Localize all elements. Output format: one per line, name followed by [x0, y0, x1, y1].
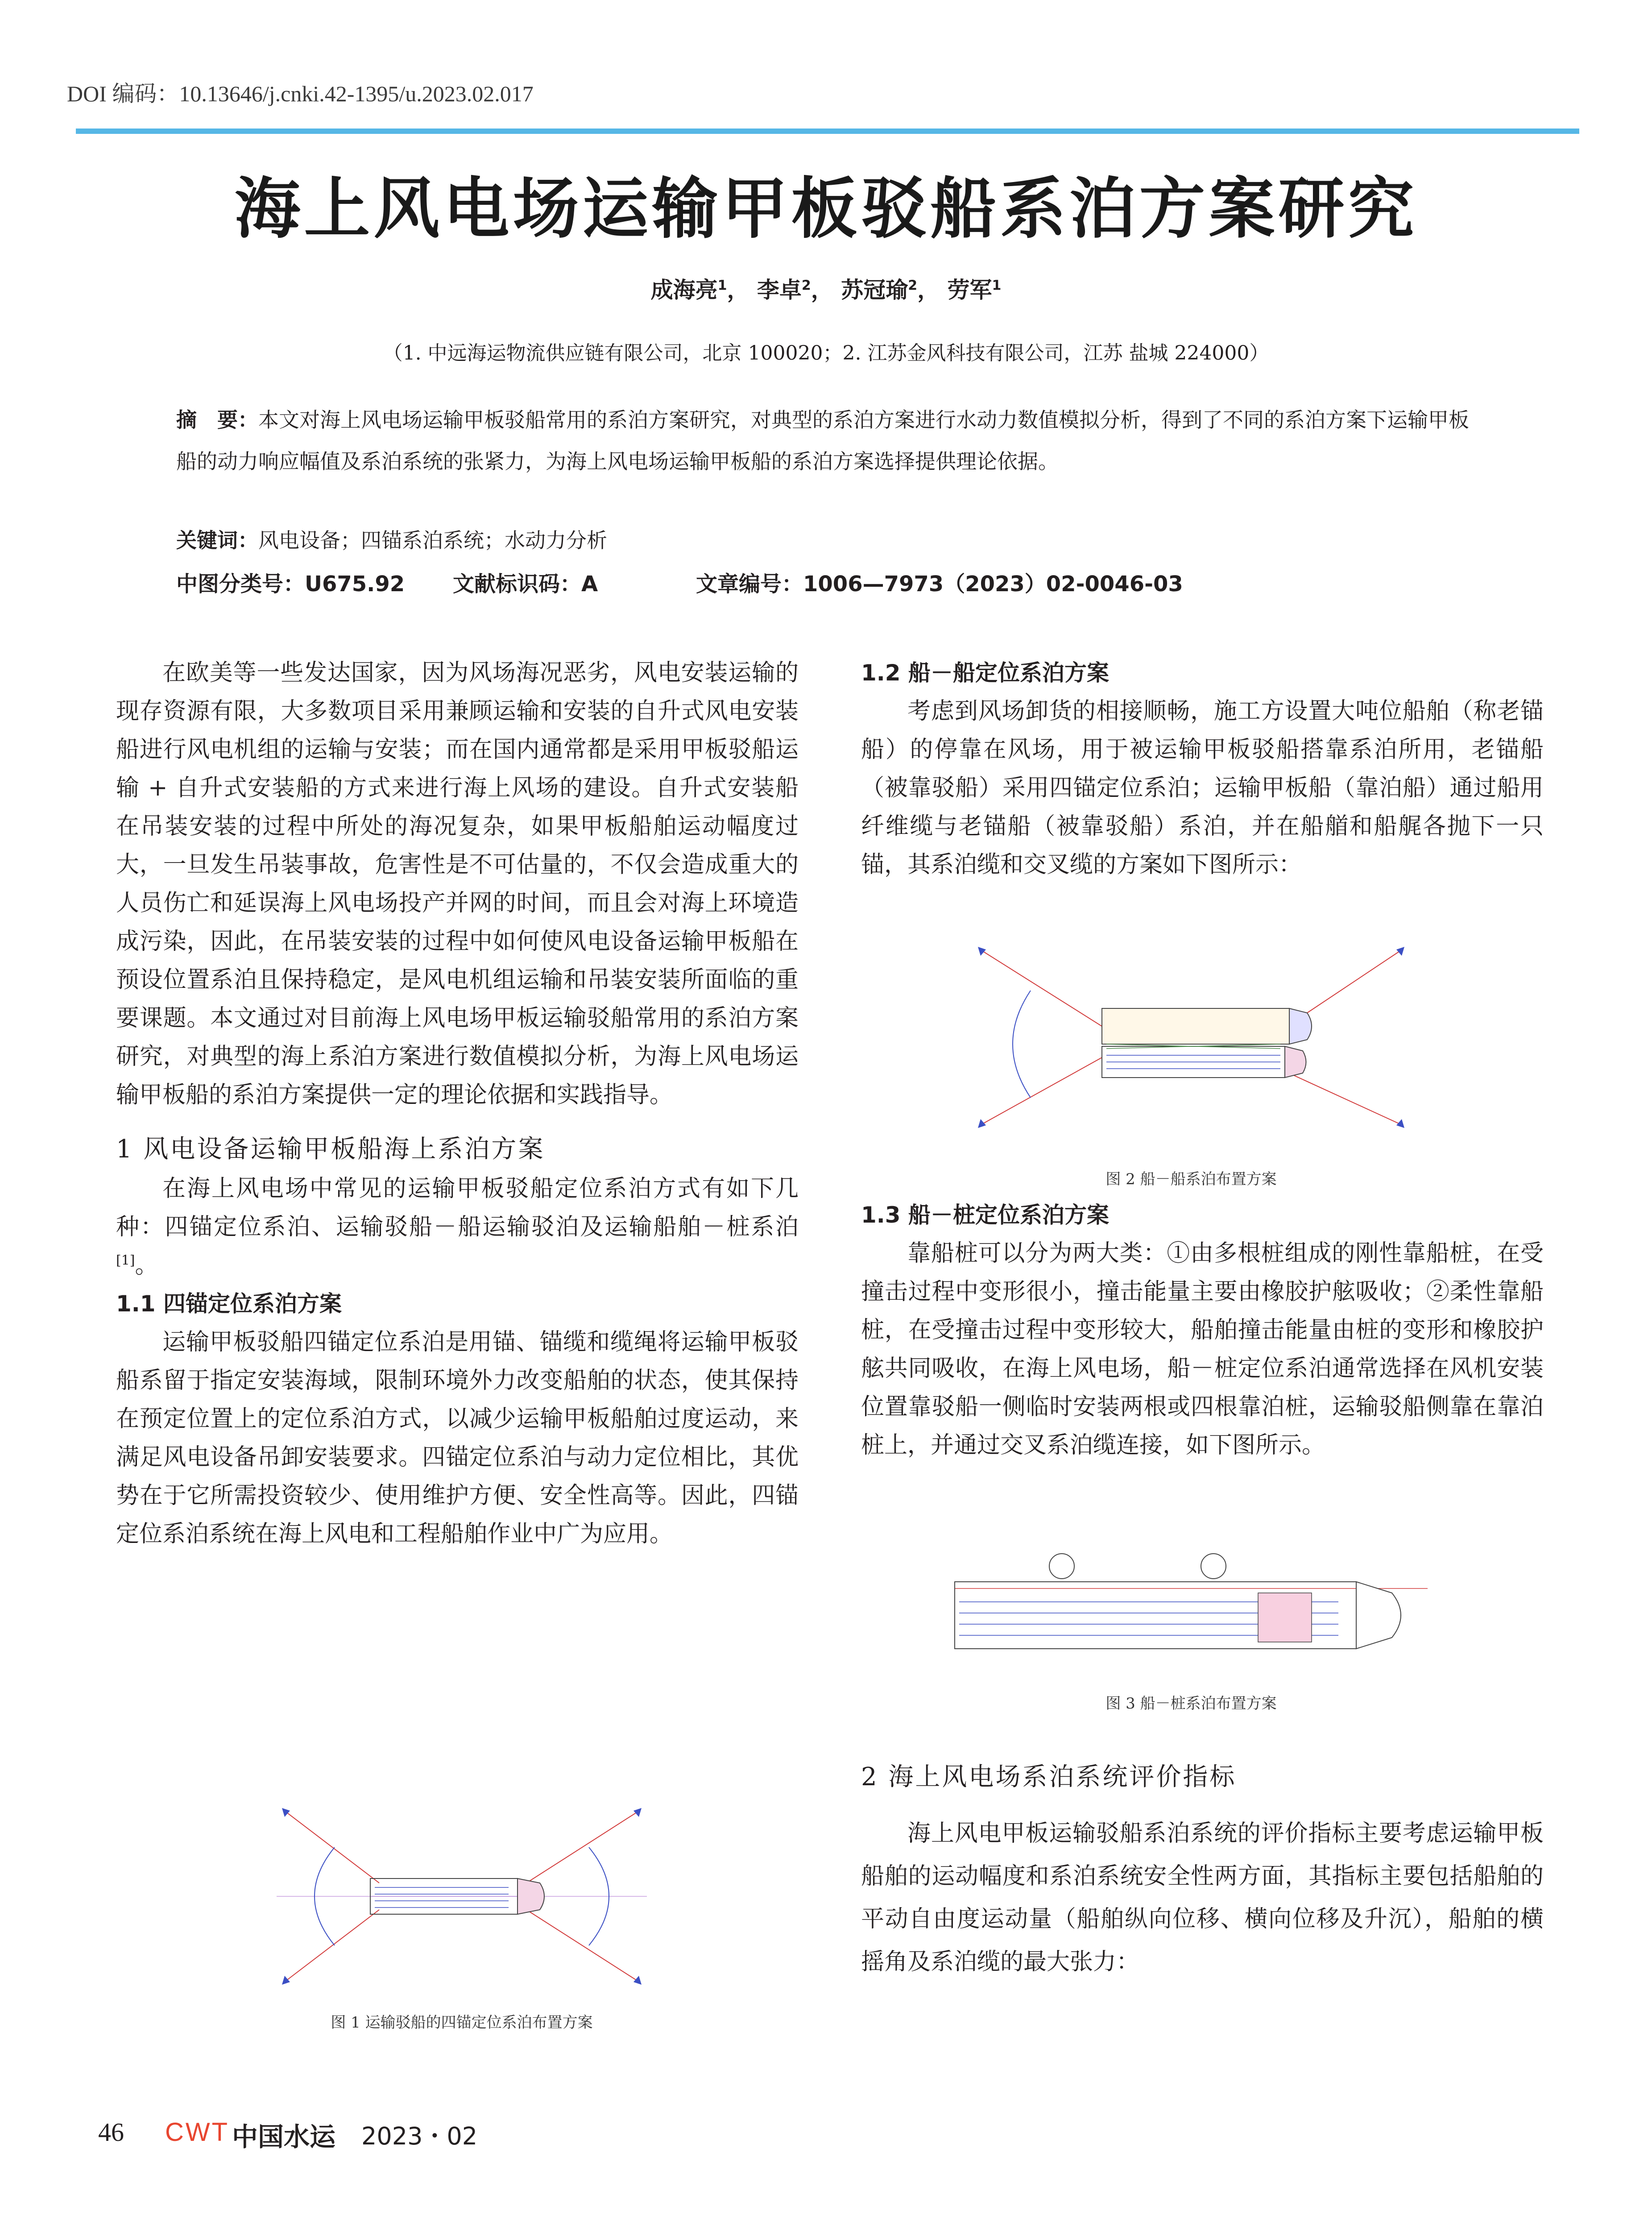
left-column: [116, 654, 799, 1553]
anchor-line: [286, 1910, 379, 1981]
author-affiliation-mark: 1: [717, 278, 727, 294]
anchor-line: [1294, 950, 1401, 1022]
figure-1-four-anchor-mooring: [277, 1803, 647, 1990]
barge-bow: [1285, 1046, 1306, 1078]
section-1-text: 在海上风电场中常见的运输甲板驳船定位系泊方式有如下几种：四锚定位系泊、运输驳船－船运输驳泊及运输船舶－桩系泊: [116, 1175, 799, 1240]
anchor-ship-bow: [1289, 1008, 1312, 1044]
anchor-line: [526, 1910, 638, 1981]
right-column-middle: [861, 1196, 1544, 1464]
document-code: 文献标识码：A: [453, 572, 598, 597]
clc-number: 中图分类号：U675.92: [176, 572, 405, 597]
author-affiliation-mark: 1: [992, 278, 1002, 294]
doi-line: DOI 编码：10.13646/j.cnki.42-1395/u.2023.02.017: [67, 81, 534, 106]
abstract-text: 本文对海上风电场运输甲板驳船常用的系泊方案研究，对典型的系泊方案进行水动力数值模拟分析，得到了不同的系泊方案下运输甲板船的动力响应幅值及系泊系统的张紧力，为海上风电场运输甲板船的系泊方案选择提供理论依据。: [176, 408, 1469, 473]
anchor-line: [526, 1812, 638, 1883]
anchor-icon: [978, 947, 986, 956]
affiliations: （1. 中远海运物流供应链有限公司，北京 100020；2. 江苏金风科技有限公司，江苏 盐城 224000）: [383, 342, 1269, 365]
keywords-label: 关键词：: [176, 528, 258, 552]
right-column-top: [861, 654, 1544, 884]
intro-paragraph: 在欧美等一些发达国家，因为风场海况恶劣，风电安装运输的现存资源有限，大多数项目采用兼顾运输和安装的自升式风电安装船进行风电机组的运输与安装；而在国内通常都是采用甲板驳船运输 + 自升式安装船的方式来进行海上风场的建设。自升式安装船在吊装安装的过程中所处的海况复杂，如果甲板船舶运动幅度过大，一旦发生吊装事故，危害性是不可估量的，不仅会造成重大的人员伤亡和延误海上风电场投产并网的时间，而且会对海上环境造成污染，因此，在吊装安装的过程中如何使风电设备运输甲板船在预设位置系泊且保持稳定，是风电机组运输和吊装安装所面临的重要课题。本文通过对目前海上风电场甲板运输驳船常用的系泊方案研究，对典型的海上系泊方案进行数值模拟分析，为海上风电场运输甲板船的系泊方案提供一定的理论依据和实践指导。: [116, 659, 799, 1108]
page-number: 46: [98, 2118, 124, 2147]
anchor-ship-hull: [1102, 1008, 1289, 1044]
keywords-text: 风电设备；四锚系泊系统；水动力分析: [258, 528, 607, 552]
section-1-tail: 。: [135, 1252, 158, 1279]
section-2-paragraph: 海上风电甲板运输驳船系泊系统的评价指标主要考虑运输甲板船舶的运动幅度和系泊系统安全性两方面，其指标主要包括船舶的平动自由度运动量（船舶纵向位移、横向位移及升沉），船舶的横摇角及系泊缆的最大张力：: [861, 1820, 1544, 1975]
reference-mark: [1]: [116, 1252, 135, 1269]
abstract: [176, 399, 1483, 482]
barge-bow: [518, 1879, 544, 1914]
author-name: 李卓: [757, 277, 802, 303]
anchor-line: [1294, 1075, 1401, 1124]
section-1-1-paragraph: 运输甲板驳船四锚定位系泊是用锚、锚缆和缆绳将运输甲板驳船系留于指定安装海域，限制环境外力改变船舶的状态，使其保持在预定位置上的定位系泊方式，以减少运输甲板船舶过度运动，来满足风电设备吊卸安装要求。四锚定位系泊与动力定位相比，其优势在于它所需投资较少、使用维护方便、安全性高等。因此，四锚定位系泊系统在海上风电和工程船舶作业中广为应用。: [116, 1329, 799, 1547]
section-1-2-paragraph: 考虑到风场卸货的相接顺畅，施工方设置大吨位船舶（称老锚船）的停靠在风场，用于被运输甲板驳船搭靠系泊所用，老锚船（被靠驳船）采用四锚定位系泊；运输甲板船（靠泊船）通过船用纤维缆与老锚船（被靠驳船）系泊，并在船艏和船艉各抛下一只锚，其系泊缆和交叉缆的方案如下图所示：: [861, 698, 1544, 878]
figure-2-ship-ship-mooring: [973, 941, 1410, 1133]
anchor-icon: [633, 1808, 642, 1817]
journal-logo: CWT: [165, 2118, 230, 2147]
figure-3-caption: 图 3 船－桩系泊布置方案: [1105, 1695, 1277, 1713]
section-2-heading: 2 海上风电场系泊系统评价指标: [861, 1762, 1237, 1791]
barge-bow: [1356, 1582, 1401, 1649]
section-1-3-heading: 1.3 船－桩定位系泊方案: [861, 1202, 1109, 1228]
pile-icon: [1049, 1554, 1074, 1579]
anchor-icon: [633, 1976, 642, 1985]
right-column-bottom: [861, 1756, 1544, 1983]
section-1-heading: 1 风电设备运输甲板船海上系泊方案: [116, 1135, 545, 1164]
anchor-line: [981, 950, 1102, 1026]
journal-name: 中国水运: [232, 2122, 336, 2152]
issue-date: 2023・02: [361, 2122, 478, 2150]
anchor-icon: [1396, 1119, 1404, 1128]
author-name: 成海亮: [650, 277, 718, 303]
arc: [1013, 991, 1031, 1098]
section-1-1-heading: 1.1 四锚定位系泊方案: [116, 1291, 342, 1317]
pile-icon: [1201, 1554, 1226, 1579]
figure-2-caption: 图 2 船－船系泊布置方案: [1105, 1170, 1277, 1188]
author-list: 成海亮$^1$， 李卓$^2$， 苏冠瑜$^2$， 劳军$^1$: [650, 277, 1002, 303]
author-name: 劳军: [947, 277, 992, 303]
figure-3-ship-pile-mooring: [946, 1539, 1437, 1669]
figure-1-caption: 图 1 运输驳船的四锚定位系泊布置方案: [331, 2014, 593, 2032]
classification-line: [176, 567, 1183, 597]
article-number: 文章编号：1006—7973（2023）02-0046-03: [696, 572, 1183, 597]
author-affiliation-mark: 2: [908, 278, 918, 294]
section-1-3-paragraph: 靠船桩可以分为两大类：①由多根桩组成的刚性靠船桩，在受撞击过程中变形很小，撞击能量主要由橡胶护舷吸收；②柔性靠船桩，在受撞击过程中变形较大，船舶撞击能量由桩的变形和橡胶护舷共同吸收，在海上风电场，船－桩定位系泊通常选择在风机安装位置靠驳船一侧临时安装两根或四根靠泊桩，运输驳船侧靠在靠泊桩上，并通过交叉系泊缆连接，如下图所示。: [861, 1240, 1544, 1459]
abstract-label: 摘 要：: [176, 408, 258, 432]
anchor-icon: [978, 1119, 986, 1128]
anchor-line: [981, 1057, 1102, 1124]
header-rule: [76, 129, 1579, 134]
anchor-icon: [1396, 947, 1404, 956]
author-affiliation-mark: 2: [801, 278, 811, 294]
page-title: 海上风电场运输甲板驳船系泊方案研究: [234, 170, 1418, 247]
deckhouse: [1258, 1593, 1312, 1642]
section-1-2-heading: 1.2 船－船定位系泊方案: [861, 660, 1109, 686]
anchor-icon: [282, 1808, 290, 1817]
keywords: [176, 524, 607, 554]
anchor-line: [286, 1812, 379, 1883]
author-name: 苏冠瑜: [841, 277, 908, 303]
section-1-paragraph: [116, 1169, 799, 1285]
anchor-icon: [282, 1976, 290, 1985]
